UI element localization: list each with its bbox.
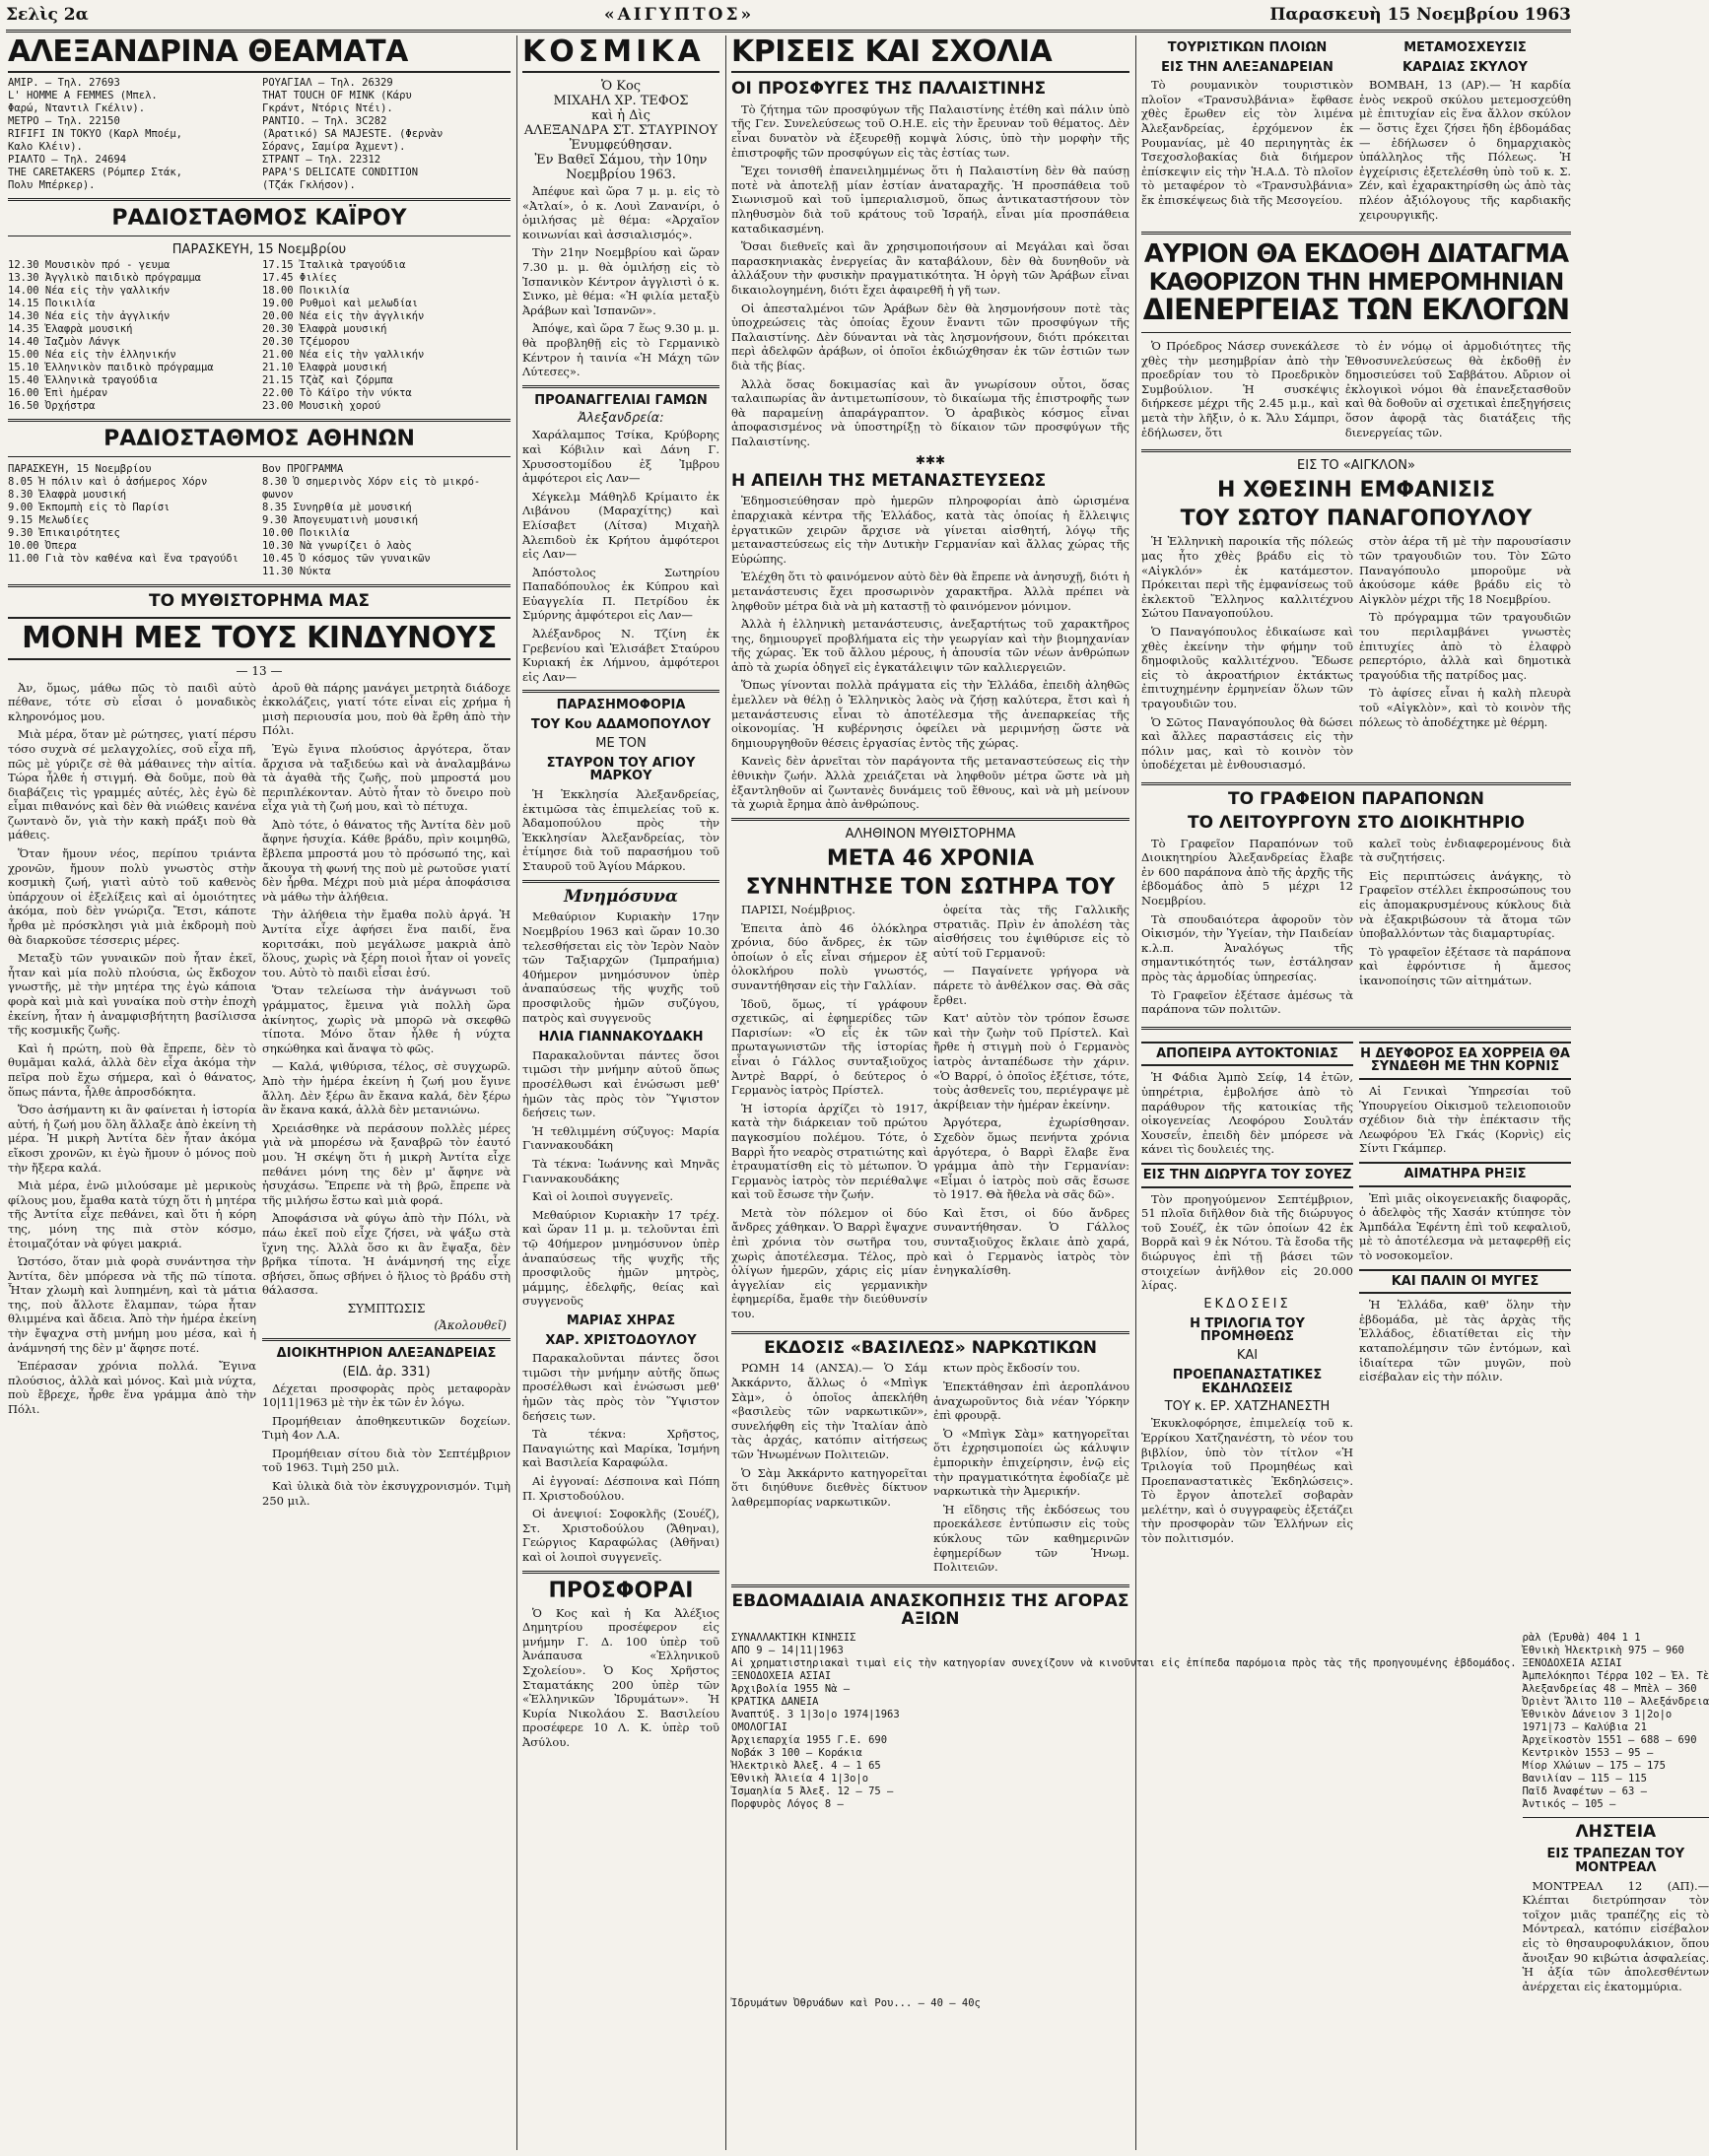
- cinema-line: Φαρώ, Νταντιλ Γκέλιν).: [8, 102, 146, 114]
- corniche-title: Η ΔΕΥΦΟΡΟΣ ΕΑ ΧΟΡΡΕΙΑ ΘΑ ΣΥΝΔΕΘΗ ΜΕ ΤΗΝ ΚΟΡΝΙΣ: [1359, 1042, 1571, 1080]
- aiglon-paragraph: στὸν ἀέρα τῆ μὲ τὴν παρουσίασιν τῶν τραγουδιῶν του. Τὸν Σῶτο Παναγόπουλο μποροῦμε νὰ ἀκούσομε κάθε βράδυ εἰς τὸ Αἰγκλὸν μέχρι τῆς 18 Νοεμβρίου.: [1359, 534, 1571, 606]
- prometheus-text: Ἐκυκλοφόρησε, ἐπιμελείᾳ τοῦ κ. Ἐρρίκου Χατζηανέστη, τὸ νέον του βιβλίον, ὑπὸ τὸν τίτλον «Ἡ Τριλογία τοῦ Προμηθέως καὶ Προεπαναστατικὲς Ἐκδηλώσεις». Τὸ ἔργον ἀποτελεῖ σοβαρὰν μελέτην, καὶ ὁ συγγραφεὺς ἐξετάζει τὴν προσφορὰν τῶν Ἑλλήνων εἰς τὸν πολιτισμόν.: [1141, 1416, 1353, 1546]
- drugs-body: [731, 1361, 1129, 1578]
- story-paragraph: ΠΑΡΙΣΙ, Νοέμβριος.: [741, 903, 855, 916]
- transplant-title-b: ΚΑΡΔΙΑΣ ΣΚΥΛΟΥ: [1402, 59, 1528, 75]
- cinema-list-right: [262, 77, 511, 192]
- market-line: ΞΕΝΟΔΟΧΕΙΑ ΑΣΙΑΙ: [1522, 1657, 1622, 1670]
- true-story-body: [731, 903, 1129, 1325]
- radio-program-line: 11.00 Γιὰ τὸν καθένα καὶ ἕνα τραγούδι: [8, 553, 239, 566]
- radio-athens-program: Βον ΠΡΟΓΡΑΜΜΑ: [262, 463, 344, 476]
- issue-date: Παρασκευὴ 15 Νοεμβρίου 1963: [1269, 5, 1571, 25]
- section-title-commentary: ΚΡΙΣΕΙΣ ΚΑΙ ΣΧΟΛΙΑ: [731, 35, 1129, 73]
- decoration-title-d: ΣΤΑΥΡΟΝ ΤΟΥ ΑΓΙΟΥ ΜΑΡΚΟΥ: [546, 755, 696, 784]
- article-emigration-title: Η ΑΠΕΙΛΗ ΤΗΣ ΜΕΤΑΝΑΣΤΕΥΣΕΩΣ: [731, 470, 1047, 491]
- market-line: ΣΥΝΑΛΛΑΚΤΙΚΗ ΚΙΝΗΣΙΣ: [731, 1632, 856, 1645]
- cinema-line: Πολυ Μπέρκερ).: [8, 179, 96, 191]
- radio-athens-schedule: [8, 476, 511, 578]
- radio-program-line: 14.35 Ἑλαφρὰ μουσική: [8, 323, 133, 336]
- market-line: ρὰλ (Ἐρυθὰ) 404 1 1: [1522, 1632, 1641, 1645]
- radio-program-line: 8.30 Ὁ σημερινὸς Χόρν εἰς τὸ μικρό-: [262, 476, 481, 489]
- newspaper-name: «ΑΙΓΥΠΤΟΣ»: [603, 5, 755, 25]
- market-line: ΚΡΑΤΙΚΑ ΔΑΝΕΙΑ: [731, 1696, 819, 1709]
- decoration-title-b: ΤΟΥ Κου ΑΔΑΜΟΠΟΥΛΟΥ: [530, 717, 712, 733]
- radio-program-line: 17.15 Ἰταλικὰ τραγούδια: [262, 259, 406, 272]
- article-emigration-body: [731, 494, 1129, 811]
- market-line: ΑΠΟ 9 — 14|11|1963: [731, 1645, 844, 1657]
- novel-paragraph: Χρειάσθηκε νὰ περάσουν πολλὲς μέρες γιὰ νὰ μπορέσω νὰ ξαναβρῶ τὸν ἑαυτό μου. Ἡ σκέψη ὅτι ἡ μικρὴ Ἀντίτα εἶχε πεθάνει μόνη της δὲν μ' ἄφηνε νὰ ἡσυχάσω. Ἔπρεπε νὰ τὴ βρῶ, ἔπρεπε νὰ τῆς μιλήσω ἔστω καὶ μιὰ φορά.: [262, 1120, 511, 1207]
- admin-notice-item: Δέχεται προσφορὰς πρὸς μεταφορὰν 10|11|1963 μὲ τὴν ἐκ τῶν ἐν λόγω.: [262, 1381, 511, 1410]
- market-line: ΟΜΟΛΟΓΙΑΙ: [731, 1721, 787, 1734]
- flies-text: Ἡ Ἐλλάδα, καθ' ὅλην τὴν ἑβδομάδα, μὲ τὰς ἀρχὰς τῆς Ἑλλάδος, ἐδιατίθεται εἰς τὴν καταπολέμησιν τῶν ἐντόμων, καὶ ἰδιαίτερα τῶν μυγῶν, ποὺ εἰσέβαλαν εἰς τὴν πόλιν.: [1359, 1298, 1571, 1384]
- admin-notice-item: Καὶ ὑλικὰ διὰ τὸν ἐκσυγχρονισμόν. Τιμὴ 250 μιλ.: [262, 1479, 511, 1508]
- radio-program-line: 20.30 Ἑλαφρὰ μουσική: [262, 323, 387, 336]
- tourism-brief: [1141, 35, 1353, 226]
- radio-cairo-left: [8, 259, 256, 413]
- engagement-line: Ἐνυμφεύθησαν.: [569, 138, 673, 153]
- novel-paragraph: Ὅσο ἀσήμαντη κι ἂν φαίνεται ἡ ἱστορία αὐτή, ἡ ζωή μου ὅλη ἄλλαξε ἀπὸ ἐκείνη τὴ μέρα. Ἡ μικρὴ Ἀντίτα δὲν ἦταν ἀκόμα εἴκοσι χρονῶν, κι ἐγὼ ἤμουν ὁ μόνος ποὺ τὴν ἤξερα καλά.: [8, 1103, 256, 1175]
- weddings-sub: Ἀλεξανδρεία:: [578, 411, 664, 427]
- market-line: Ἐθνικὴ Ἠλεκτρικὴ 975 — 960: [1522, 1645, 1684, 1657]
- complaints-paragraph: Τὰ σπουδαιότερα ἀφοροῦν τὸν Οἰκισμόν, τὴν Ὑγείαν, τὴν Παιδείαν κ.λ.π. Ἀναλόγως τῆς σημαντικότητός των, ἐστάλησαν πρὸς τὰς ἁρμοδίας ὑπηρεσίας.: [1141, 911, 1353, 983]
- radio-program-line: 14.30 Νέα εἰς τὴν ἀγγλικήν: [8, 310, 171, 323]
- market-line: Μίορ Χλώιων — 175 — 175: [1522, 1760, 1666, 1773]
- radio-athens-date: ΠΑΡΑΣΚΕΥΗ, 15 Νοεμβρίου: [8, 463, 152, 476]
- radio-program-line: 14.00 Νέα εἰς τὴν γαλλικήν: [8, 285, 171, 298]
- cinema-line: ΡΙΑΛΤΟ — Τηλ. 24694: [8, 154, 127, 166]
- cinema-line: THE CARETAKERS (Ρόμπερ Στάκ,: [8, 167, 183, 178]
- society-paragraph: Τὴν 21ην Νοεμβρίου καὶ ὥραν 7.30 μ. μ. θὰ ὁμιλήσῃ εἰς τὸ Ἰσπανικὸν Κέντρον ἀγγλιστὶ ὁ κ. Σινκο, μὲ θέμα: «Ἡ φιλία μεταξὺ Ἀράβων καὶ Ἰσπανῶν».: [522, 245, 719, 317]
- memorial-2-name-a: ΜΑΡΙΑΣ ΧΗΡΑΣ: [566, 1313, 676, 1328]
- wedding-item: Χέγκελμ Μάθηλδ Κρίμαιτο ἐκ Λιβάνου (Μαραχίτης) καὶ Ελίσαβετ (Λίτσα) Μιχαὴλ Ἀλεπιδοὺ ἐκ Κρήτου ἀμφότεροι εἰς Λαν—: [522, 489, 719, 562]
- aiglon-body: [1141, 534, 1571, 776]
- novel-label: ΤΟ ΜΥΘΙΣΤΟΡΗΜΑ ΜΑΣ: [149, 591, 370, 612]
- cinema-line: PAPA'S DELICATE CONDITION: [262, 167, 419, 178]
- weddings-title: ΠΡΟΑΝΑΓΓΕΛΙΑΙ ΓΑΜΩΝ: [534, 392, 708, 408]
- market-line: Κεντρικὸν 1553 — 95 —: [1522, 1747, 1654, 1760]
- market-line: Ἀρχεϊκοστὸν 1551 — 688 — 690: [1522, 1734, 1697, 1747]
- cinema-line: (Τζάκ Γκλήσον).: [262, 179, 356, 191]
- radio-program-line: 10.45 Ὁ κόσμος τῶν γυναικῶν: [262, 553, 431, 566]
- heist-title: ΛΗΣΤΕΙΑ: [1575, 1822, 1657, 1843]
- tourism-title-a: ΤΟΥΡΙΣΤΙΚΩΝ ΠΛΟΙΩΝ: [1167, 40, 1328, 55]
- aiglon-left: [1141, 534, 1353, 776]
- novel-paragraph: Ὅταν τελείωσα τὴν ἀνάγνωσι τοῦ γράμματος, ἔμεινα γιὰ πολλὴ ὥρα ἀκίνητος, χωρὶς νὰ μπορῶ νὰ σκεφθῶ τίποτα. Μόνο ὅταν ἦλθε ἡ νύχτα σηκώθηκα καὶ ἄναψα τὸ φῶς.: [262, 983, 511, 1055]
- memorial-paragraph: Μεθαύριον Κυριακὴν 17 τρέχ. καὶ ὥραν 11 μ. μ. τελοῦνται ἐπὶ τῷ 40ήμερον μνημόσυνον ὑπὲρ ἀναπαύσεως τῆς ψυχῆς τῆς προσφιλοῦς ἡμῶν μητρὸς, μάμμης, ἐδελφῆς, θείας καὶ συγγενοῦς: [522, 1207, 719, 1309]
- flies-title: ΚΑΙ ΠΑΛΙΝ ΟΙ ΜΥΓΕΣ: [1359, 1269, 1571, 1295]
- radio-program-line: 9.30 Ἀπογευματινὴ μουσική: [262, 514, 419, 527]
- radio-program-line: 10.00 Ποικιλία: [262, 527, 350, 540]
- suicide-title: ΑΠΟΠΕΙΡΑ ΑΥΤΟΚΤΟΝΙΑΣ: [1141, 1042, 1353, 1067]
- radio-program-line: 14.40 Ἰαζμὸν Λάνγκ: [8, 336, 120, 349]
- aiglon-paragraph: Ὁ Σῶτος Παναγόπουλος θὰ δώσει καὶ ἄλλες παραστάσεις εἰς τὴν πόλιν μας, καὶ τὸ κοινὸν τὸν ὑποδέχεται μὲ ἐνθουσιασμό.: [1141, 714, 1353, 773]
- radio-program-line: 10.00 Ὀπερα: [8, 540, 77, 553]
- novel-subhead: ΣΥΜΠΤΩΣΙΣ: [347, 1301, 426, 1315]
- radio-cairo-title: ΡΑΔΙΟΣΤΑΘΜΟΣ ΚΑΪΡΟΥ: [111, 206, 407, 231]
- admin-notice-title: ΔΙΟΙΚΗΤΗΡΙΟΝ ΑΛΕΞΑΝΔΡΕΙΑΣ: [276, 1345, 497, 1361]
- market-line: Ἀμπελόκηποι Τέρρα 102 — Ἐλ. Τὲ: [1522, 1670, 1709, 1683]
- prometheus-title-c: ΠΡΟΕΠΑΝΑΣΤΑΤΙΚΕΣ ΕΚΔΗΛΩΣΕΙΣ: [1172, 1368, 1323, 1396]
- cinema-line: Καλο Κλέιν).: [8, 141, 83, 153]
- drugs-paragraph: Ὁ «Μπὶγκ Σὰμ» κατηγορεῖται ὅτι ἐχρησιμοποίει ὡς κάλυψιν ἐμπορικὴν ἐπιχείρησιν, ἐνῷ εἰς τὴν πραγματικότητα ἐφοδίαζε μὲ ναρκωτικὰ τὴν Ἀμερικήν.: [933, 1426, 1129, 1499]
- aiglon-paragraph: Τὸ πρόγραμμα τῶν τραγουδιῶν του περιλαμβάνει γνωστὲς ἐπιτυχίες ἀπὸ τὸ ἐλαφρὸ ρεπερτόριο, ἀλλὰ καὶ δημοτικὰ τραγούδια τῆς πατρίδος μας.: [1359, 610, 1571, 682]
- novel-paragraph: — Καλά, ψιθύρισα, τέλος, σὲ συγχωρῶ. Ἀπὸ τὴν ἡμέρα ἐκείνη ἡ ζωή μου ἔγινε ἄλλη. Δὲν ξέρω ἂν ἔκανα καλά, δὲν ξέρω ἂν ἔκανα κακά, ἀλλὰ δὲν μετανιώνω.: [262, 1059, 511, 1117]
- radio-program-line: 20.00 Νέα εἰς τὴν ἀγγλικήν: [262, 310, 425, 323]
- lower-briefs: [1141, 1036, 1571, 1550]
- market-line: Νοβάκ 3 100 — Κοράκια: [731, 1747, 862, 1760]
- market-line: Ἐθνικὴ Ἁλιεία 4 1|3ο|ο: [731, 1773, 869, 1785]
- novel-paragraph: Ὡστόσο, ὅταν μιὰ φορὰ συνάντησα τὴν Ἀντίτα, δὲν μπόρεσα νὰ τῆς πῶ τίποτα. Ἦταν χλωμὴ καὶ λυπημένη, καὶ τὰ μάτια της, ποὺ ἄλλοτε ἔλαμπαν, τώρα ἦταν θλιμμένα καὶ ἄδεια. Ἀπὸ τὴν ἡμέρα ἐκείνη τὴν ἔψαχνα στὴ μνήμη μου μέσα, καὶ ἡ ἀνάμνησή της δὲν μ' ἄφησε ποτέ.: [8, 1254, 256, 1355]
- complaints-paragraph: Εἰς περιπτώσεις ἀνάγκης, τὸ Γραφεῖον στέλλει ἐκπροσώπους του εἰς ἀπομακρυσμένους κύκλους διὰ νὰ ἐξακριβώσουν τὰ ἄτομα τῶν ὑποβαλλόντων τὰς διαμαρτυρίας.: [1359, 868, 1571, 941]
- radio-program-line: 10.30 Νὰ γνωρίζει ὁ λαὸς: [262, 540, 412, 553]
- cinema-line: ΣΤΡΑΝΤ — Τηλ. 22312: [262, 154, 381, 166]
- novel-paragraph: Ἀπὸ τότε, ὁ θάνατος τῆς Ἀντίτα δὲν μοῦ ἄφηνε ἡσυχία. Κάθε βράδυ, πρὶν κοιμηθῶ, ἔβλεπα μπροστά μου τὸ πρόσωπό της, καὶ ἄκουγα τὴ φωνή της ποὺ μὲ ρωτοῦσε γιατί δὲν ἦρθα. Μέχρι ποὺ μιὰ μέρα ἀποφάσισα νὰ μάθω τὴν ἀλήθεια.: [262, 817, 511, 904]
- offers-text: Ὁ Κος καὶ ἡ Κα Ἀλέξιος Δημητρίου προσέφερον εἰς μνήμην Γ. Δ. 100 ὑπὲρ τοῦ Ἀνάπαυσα «Ἑλληνικοῦ Σχολείου». Ὁ Κος Χρῆστος Σταματάκης 200 ὑπὲρ τῶν «Ἐλληνικῶν Ἰδρυμάτων». Ἡ Κυρία Νικολάου Σ. Βασιλείου προσέφερε 10 Λ. Κ. ὑπὲρ τοῦ Ἀσύλου.: [522, 1605, 719, 1749]
- novel-paragraph: Μιὰ μέρα, ὅταν μὲ ρώτησες, γιατί πέρσυ τόσο συχνὰ σέ μελαγχολίες, σοῦ εἶχα πῆ, πῶς μὲ γύριζε σὲ θὰ μάθαινες τὴν αἰτία. Τώρα ἦλθε ἡ στιγμή. Θὰ δοῦμε, ποὺ θὰ διαβάζεις τὶς γραμμές αὐτές, λὲς ἐγὼ δὲ εἶμαι πιθανόνς καὶ δὲν θὰ νιώθεις κανένα ζωντανὸ ὄν, γιὰ τὴν κακὴ πράξι ποὺ θὰ μάθεις.: [8, 727, 256, 842]
- cinema-line: RIFIFI IN TOKYO (Καρλ Μποέμ,: [8, 128, 183, 140]
- drugs-right: [933, 1361, 1129, 1578]
- aiglon-right: [1359, 534, 1571, 776]
- divider-stars: ✱✱✱: [915, 452, 946, 467]
- true-story-label: ΑΛΗΘΙΝΟΝ ΜΥΘΙΣΤΟΡΗΜΑ: [845, 826, 1016, 842]
- admin-notice-item: Προμήθειαν σίτου διὰ τὸν Σεπτέμβριον τοῦ 1963. Τιμὴ 250 μιλ.: [262, 1446, 511, 1475]
- complaints-title-b: ΤΟ ΛΕΙΤΟΥΡΓΟΥΝ ΣΤΟ ΔΙΟΙΚΗΤΗΡΙΟ: [1188, 812, 1525, 833]
- canal-title: ΕΙΣ ΤΗΝ ΔΙΩΡΥΓΑ ΤΟΥ ΣΟΥΕΖ: [1141, 1163, 1353, 1188]
- canal-text: Τὸν προηγούμενον Σεπτέμβριον, 51 πλοῖα διῆλθον διὰ τῆς διώρυγος τοῦ Σουέζ, ἐκ τῶν ὁποίων 42 ἐκ Βορρᾶ καὶ 9 ἐκ Νότου. Τὰ ἔσοδα τῆς διώρυγος ἐπὶ τῇ βάσει τῶν στοιχείων ἀνῆλθον εἰς 20.000 λίρας.: [1141, 1191, 1353, 1293]
- top-briefs: [1141, 35, 1571, 226]
- drugs-title: ΕΚΔΟΣΙΣ «ΒΑΣΙΛΕΩΣ» ΝΑΡΚΩΤΙΚΩΝ: [764, 1337, 1097, 1358]
- story-paragraph: Ἡ ἱστορία ἀρχίζει τὸ 1917, κατὰ τὴν διάρκειαν τοῦ πρώτου παγκοσμίου πολέμου. Τότε, ὁ Βαρρὶ ἦτο νεαρὸς στρατιώτης καὶ ἐτραυματίσθη εἰς τὸ μέτωπον. Ὁ Γερμανὸς ἰατρὸς τὸν περιέθαλψε καὶ τοῦ ἔσωσε τὴν ζωήν.: [731, 1101, 927, 1202]
- radio-program-line: 12.30 Μουσικὸν πρό - γευμα: [8, 259, 171, 272]
- radio-cairo-right: [262, 259, 511, 413]
- radio-program-line: 9.15 Μελωδίες: [8, 514, 90, 527]
- memorial-1-text: [522, 910, 719, 1025]
- heist-sub: ΕΙΣ ΤΡΑΠΕΖΑΝ ΤΟΥ ΜΟΝΤΡΕΑΛ: [1546, 1847, 1685, 1875]
- article-paragraph: Ἐλέχθη ὅτι τὸ φαινόμενον αὐτὸ δὲν θὰ ἔπρεπε νὰ ἀνησυχῇ, διότι ἡ μετανάστευσις ἔχει προσωρινὸν χαρακτῆρα. Ἀλλὰ πρέπει νὰ ληφθοῦν μέτρα διὰ νὰ μὴ καταστῇ τὸ φαινόμενον μόνιμον.: [731, 570, 1129, 613]
- market-line: Ἀντικός — 105 —: [1522, 1798, 1616, 1811]
- transplant-text: ΒΟΜΒΑΗ, 13 (ΑΡ).— Ἡ καρδία ἑνὸς νεκροῦ σκύλου μετεμοσχεύθη μὲ ἐπιτυχίαν εἰς ἕνα ἄλλον σκύλον — ὅστις ἔχει ζήσει ἤδη ἑβδομάδας — ἐδήλωσεν ὁ δημαρχιακὸς ὑπάλληλος τῆς Πόλεως. Ἡ ἐγχείρισις ἐξετελέσθη ὑπὸ τοῦ κ. Σ. Ζέν, καὶ ἐχαρακτηρίσθη ὡς ἀπὸ τὰς πλέον ἀξιόλογους τῆς καρδιακῆς χειρουργικῆς.: [1359, 78, 1571, 222]
- radio-program-line: 15.40 Ἑλληνικὰ τραγούδια: [8, 374, 158, 387]
- drugs-paragraph: Ἐπεκτάθησαν ἐπὶ ἀεροπλάνου ἀναχωροῦντος διὰ νέαν Ὑόρκην ἐπὶ φρουρᾷ.: [933, 1380, 1129, 1423]
- article-paragraph: Οἱ ἀπεσταλμένοι τῶν Ἀράβων δὲν θὰ λησμονήσουν ποτὲ τὰς ὑποχρεώσεις τὰς ὁποίας ἔχουν ἔναντι τῶν προσφύγων τῆς Παλαιστίνης. Δὲν δύνανται νὰ τὰς λησμονήσουν, διότι πρόκειται περὶ ἀδελφῶν ἀράβων, οἱ ὁποῖοι ἐκδιώχθησαν ἐκ τῶν ἑστιῶν των διὰ τῆς βίας.: [731, 301, 1129, 372]
- true-story-right: [933, 903, 1129, 1325]
- market-line: Ὀριὲντ Ἄλιτο 110 — Ἀλεξάνδρεια: [1522, 1696, 1709, 1709]
- story-paragraph: ὀφείτα τὰς τῆς Γαλλικῆς στρατιᾶς. Πρὶν ἐν ἀπολέση τὰς αἰσθήσεις του ἐψιθύρισε εἰς τὸ αὐτί τοῦ Γερμανοῦ:: [933, 903, 1129, 960]
- section-title-society: ΚΟΣΜΙΚΑ: [522, 35, 719, 73]
- aiglon-paragraph: Τὸ ἀφίσες εἶναι ἡ καλὴ πλευρὰ τοῦ «Αἰγκλὸν», καὶ τὸ κοινὸν τῆς πόλεως τὸ ἀποδέχτηκε μὲ θέρμη.: [1359, 686, 1571, 729]
- radio-program-line: 11.30 Νύκτα: [262, 566, 331, 578]
- suicide-text: Ἡ Φάδια Ἀμπὸ Σείφ, 14 ἐτῶν, ὑπηρέτρια, ἐμβολήσε ἀπὸ τὸ παράθυρον τῆς κατοικίας τῆς οἰκογενείας Λεοφόρου Σουλτάν Χουσεΐν, ἐπειδὴ δὲν μπόρεσε νὰ κάνει τὶς δουλειές της.: [1141, 1070, 1353, 1157]
- radio-program-line: 15.10 Ἑλληνικὸν παιδικὸ πρόγραμμα: [8, 362, 214, 374]
- complaints-title-a: ΤΟ ΓΡΑΦΕΙΟΝ ΠΑΡΑΠΟΝΩΝ: [1228, 788, 1484, 809]
- article-paragraph: Ὅσαι διεθνεῖς καὶ ἂν χρησιμοποιήσουν αἱ Μεγάλαι καὶ ὅσαι παρασκηνιακὰς ἐνεργείας ἂν καταβάλουν, δὲν θὰ δυνηθοῦν νὰ ἀλλάξουν τὴν φυσικὴν πραγματικότητα. Ἡ ὀργὴ τῶν Ἀράβων εἶναι δικαιολογημένη, διότι ἔχει ἀφαιρεθῆ ἡ γῆ των.: [731, 239, 1129, 297]
- novel-paragraph: Καὶ ἡ πρώτη, ποὺ θὰ ἔπρεπε, δὲν τὸ θυμᾶμαι καλά, ἀλλὰ δὲν εἶχα ἀκόμα τὴν πεῖρα ποὺ ἔχω σήμερα, καὶ ὁ θάνατος, ὅπως πάντα, ἦλθε ἀπροσδόκητα.: [8, 1041, 256, 1099]
- engagement-line: Ὁ Κος: [600, 79, 642, 94]
- cinema-line: Σόρανς, Σαμίρα Άχμεντ).: [262, 141, 406, 153]
- wedding-list: [522, 428, 719, 684]
- heist-text: ΜΟΝΤΡΕΑΛ 12 (ΑΠ).— Κλέπται διετρύπησαν τὸν τοῖχον μιᾶς τραπέζης εἰς τὸ Μόντρεαλ, κατόπιν εἰσέβαλον εἰς τὸ θησαυροφυλάκιον, ὅπου ἄνοιξαν 90 κιβώτια ἀσφαλείας. Ἡ ἀξία τῶν ἀπολεσθέντων ἀνέρχεται εἰς ἑκατομμύρια.: [1522, 1878, 1709, 1993]
- radio-program-line: 18.00 Ποικιλία: [262, 285, 350, 298]
- complaints-right: [1359, 837, 1571, 1021]
- novel-title: ΜΟΝΗ ΜΕΣ ΤΟΥΣ ΚΙΝΔΥΝΟΥΣ: [8, 617, 511, 660]
- novel-continued: (Ἀκολουθεῖ): [434, 1317, 507, 1332]
- radio-program-line: 14.15 Ποικιλία: [8, 298, 96, 310]
- radio-program-line: 19.00 Ρυθμοὶ καὶ μελωδίαι: [262, 298, 419, 310]
- radio-program-line: 21.10 Ἑλαφρὰ μουσική: [262, 362, 387, 374]
- article-paragraph: Ἐδημοσιεύθησαν πρὸ ἡμερῶν πληροφορίαι ἀπὸ ὡρισμένα ἐπαρχιακὰ κέντρα τῆς Ἑλλάδος, κατὰ τὰς ὁποίας ἡ ἔλλειψις ἐργατικῶν χειρῶν ἄρχισε νὰ γίνεται αἰσθητή, λόγῳ τῆς μεταναστεύσεως εἰς τὴν Δυτικὴν Γερμανίαν καὶ ἄλλας χώρας τῆς Εὐρώπης.: [731, 494, 1129, 566]
- engagement-line: ΜΙΧΑΗΛ ΧΡ. ΤΕΦΟΣ: [553, 94, 689, 108]
- radio-program-line: 8.35 Συνηρθία μὲ μουσική: [262, 502, 412, 514]
- section-title-theaters: ΑΛΕΞΑΝΔΡΙΝΑ ΘΕΑΜΑΤΑ: [8, 35, 511, 73]
- memorials-title: Μνημόσυνα: [564, 886, 678, 907]
- drugs-paragraph: κτων πρὸς ἔκδοσίν του.: [943, 1361, 1081, 1376]
- market-line: Παῖδ Ἀναφέτων — 63 —: [1522, 1785, 1647, 1798]
- decoration-title-c: ΜΕ ΤΟΝ: [595, 735, 647, 751]
- radio-program-line: 8.05 Ἡ πόλιν καὶ ὁ ἀσήμερος Χόρν: [8, 476, 208, 489]
- memorial-paragraph: Καὶ οἱ λοιποὶ συγγενεῖς.: [532, 1189, 674, 1204]
- market-line: Ἐθνικὸν Δάνειον 3 1|2ο|ο: [1522, 1709, 1673, 1721]
- story-paragraph: — Παγαίνετε γρήγορα νὰ πάρετε τὸ ἀνθέλκον σας. Θὰ σᾶς ἔρθει.: [933, 964, 1129, 1007]
- radio-program-line: 21.00 Νέα εἰς τὴν γαλλικήν: [262, 349, 425, 362]
- decoration-title-a: ΠΑΡΑΣΗΜΟΦΟΡΙΑ: [556, 698, 686, 713]
- blood-text: Ἐπὶ μιᾶς οἰκογενειακῆς διαφορᾶς, ὁ ἀδελφὸς τῆς Χασάν κτύπησε τὸν Ἀμπδάλα Ἐφέντη ἐπὶ τοῦ κεφαλιοῦ, μὲ τὸ ἀποτέλεσμα νὰ μεταφερθῇ εἰς τὸ νοσοκομεῖον.: [1359, 1190, 1571, 1263]
- memorial-1-name: ΗΛΙΑ ΓΙΑΝΝΑΚΟΥΔΑΚΗ: [538, 1030, 704, 1045]
- drugs-paragraph: ΡΩΜΗ 14 (ΑΝΣΑ).— Ὁ Σάμ Ἀκκάρντο, ἄλλως ὁ «Μπὶγκ Σὰμ», ὁ ὁποῖος ἀπεκλήθη «βασιλεὺς τῶν ναρκωτικῶν», συνελήφθη εἰς τὴν Ἰταλίαν ἀπὸ τὰς ἀρχάς, κατόπιν αἰτήσεως τῶν Ἡνωμένων Πολιτειῶν.: [731, 1361, 927, 1462]
- memorial-paragraph: Παρακαλοῦνται πάντες ὅσοι τιμῶσι τὴν μνήμην αὐτῆς ὅπως προσέλθωσι καὶ ἑνώσωσι μεθ' ἡμῶν τὰς πρὸς τὸν Ὕψιστον δεήσεις των.: [522, 1351, 719, 1423]
- novel-column-right: [262, 681, 511, 1513]
- prometheus-title-b: ΚΑΙ: [1236, 1348, 1259, 1364]
- radio-program-line: 17.45 Φιλίες: [262, 272, 337, 285]
- radio-athens-right: [262, 476, 511, 578]
- column-rule: [725, 35, 726, 2150]
- radio-program-line: φωνον: [262, 489, 294, 502]
- cinema-line: Γκράντ, Ντόρις Ντέι).: [262, 102, 393, 114]
- blood-title: ΑΙΜΑΤΗΡΑ ΡΗΞΙΣ: [1359, 1162, 1571, 1187]
- memorial-paragraph: Οἱ ἀνεψιοί: Σοφοκλῆς (Σουέζ), Στ. Χριστοδούλου (Ἄθηναι), Γεώργιος Καραφώλας (Ἀθῆναι) καὶ οἱ λοιποὶ συγγενεῖς.: [522, 1507, 719, 1564]
- radio-program-line: 23.00 Μουσικὴ χορού: [262, 400, 381, 413]
- market-line: Βανιλίαν — 115 — 115: [1522, 1773, 1647, 1785]
- article-refugees-body: [731, 102, 1129, 449]
- novel-column-left: [8, 681, 256, 1513]
- headline-text-left: Ὁ Πρόεδρος Νάσερ συνεκάλεσε χθὲς τὴν μεσημβρίαν ἀπὸ τὴν προεδρίαν του τὸ Προεδρικὸν Συμβούλιον. Ἡ συσκέψις διήρκεσε μέχρι τῆς 2.45 μ.μ., καὶ μετὰ τὴν λῆξιν, ὁ κ. Ἄλυ Σάμπρι, ἐδήλωσεν, ὅτι: [1141, 339, 1339, 439]
- memorial-paragraph: Αἱ ἐγγοναί: Δέσποινα καὶ Πόπη Π. Χριστοδούλου.: [522, 1473, 719, 1503]
- society-paragraph: Ἀπέφυε καὶ ὥρα 7 μ. μ. εἰς τὸ «Ἀτλαί», ὁ κ. Λουὶ Ζανανίρι, ὁ ὁμιλήσας μὲ θέμα: «Ἀρχαῖον κοινωνίαι καὶ ἀσσιαλισμός».: [522, 184, 719, 241]
- cinema-line: ΜΕΤΡΟ — Τηλ. 22150: [8, 115, 120, 127]
- cinema-line: THAT TOUCH OF MINK (Κάρυ: [262, 90, 412, 101]
- drugs-paragraph: Ἡ εἴδησις τῆς ἐκδόσεως του προεκάλεσε ἐντύπωσιν εἰς τοὺς κύκλους τῶν καθημερινῶν ἐφημερίδων τῶν Ἡνωμ. Πολιτειῶν.: [933, 1502, 1129, 1575]
- article-paragraph: Ἀλλὰ ἡ ἑλληνικὴ μετανάστευσις, ἀνεξαρτήτως τοῦ χαρακτῆρος της, δημιουργεῖ προβλήματα εἰς τὴν γεωργίαν καὶ τὴν βιομηχανίαν τῆς χώρας. Ἐκ τοῦ ἄλλου μέρους, ἡ ἀπουσία τῶν νέων ἀνθρώπων ἀπὸ τὰ χωρία ὁδηγεῖ εἰς ἐγκατάλειψιν τῶν καλλιεργειῶν.: [731, 617, 1129, 674]
- admin-notice-item: Προμήθειαν ἀποθηκευτικῶν δοχείων. Τιμὴ 4ον Λ.Α.: [262, 1413, 511, 1443]
- story-paragraph: Ἀργότερα, ἐχωρίσθησαν. Σχεδὸν ὅμως πενήντα χρόνια ἀργότερα, ὁ Βαρρὶ ἔλαβε ἕνα γράμμα ἀπὸ τὴν Γερμανίαν: «Εἶμαι ὁ ἰατρὸς ποὺ σᾶς ἔσωσε τὸ 1917. Θὰ ἤθελα νὰ σᾶς δῶ».: [933, 1115, 1129, 1202]
- decoration-text: Ἡ Ἐκκλησία Ἀλεξανδρείας, ἐκτιμῶσα τὰς ἐπιμελείας τοῦ κ. Ἀδαμοπούλου πρὸς τὴν Ἐκκλησίαν Ἀλεξανδρείας, τὸν ἐτίμησε διὰ τοῦ παρασήμου τοῦ Σταυροῦ τοῦ Ἁγίου Μάρκου.: [522, 787, 719, 873]
- article-paragraph: Ἔχει τονισθῆ ἐπανειλημμένως ὅτι ἡ Παλαιστίνη δὲν θὰ παύσῃ ποτὲ νὰ ἀποτελῇ μίαν ἐστίαν ἀναταραχῆς. Ἡ προσπάθεια τοῦ Σιωνισμοῦ καὶ τοῦ ἰμπεριαλισμοῦ, ὅπως ἀντικαταστήσουν τὸν πληθυσμὸν διὰ τοῦ κράτους τοῦ Ἰσραήλ, εἶναι μία προσπάθεια καταδικασμένη.: [731, 164, 1129, 236]
- drugs-paragraph: Ὁ Σὰμ Ἀκκάρντο κατηγορεῖται ὅτι διηύθυνε διεθνὲς δίκτυον λαθρεμπορίας ναρκωτικῶν.: [731, 1465, 927, 1509]
- article-paragraph: Τὸ ζήτημα τῶν προσφύγων τῆς Παλαιστίνης ἐτέθη καὶ πάλιν ὑπὸ τῆς Γεν. Συνελεύσεως τοῦ Ο.Η.Ε. εἰς τὴν ἔρευναν τοῦ θέματος. Δὲν εἶναι δυνατὸν νὰ ἐξευρεθῇ κομψὰ λύσις, ὑπὸ τὴν μορφὴν τῆς ἐπιστροφῆς τῶν προσφύγων εἰς τὰς ἑστίας των.: [731, 101, 1129, 160]
- aiglon-paragraph: Ὁ Παναγόπουλος ἐδικαίωσε καὶ χθὲς ἐκείνην τὴν φήμην τοῦ δημοφιλοῦς καλλιτέχνου. Ἔδωσε εἰς τὸ ἀκροατήριον ἐκτάκτως ἐπιτυχημένην ἑρμηνείαν ὅλων τῶν τραγουδιῶν του.: [1141, 625, 1353, 710]
- engagement-notice: [522, 79, 719, 182]
- radio-program-line: 16.00 Ἐπὶ ἡμέραν: [8, 387, 108, 400]
- aiglon-label: ΕΙΣ ΤΟ «ΑΙΓΚΛΟΝ»: [1297, 458, 1415, 474]
- wedding-item: Χαράλαμπος Τσίκα, Κρύβορης καὶ Κόβιλιν καὶ Δάνη Γ. Χρυσοστομίδου ἐξ Ἰμβρου ἀμφότεροι εἰς Λαν—: [522, 428, 719, 486]
- page-number: Σελὶς 2α: [6, 5, 89, 25]
- aiglon-title-a: Η ΧΘΕΣΙΝΗ ΕΜΦΑΝΙΣΙΣ: [1217, 478, 1495, 504]
- market-line: Ἰσμαηλία 5 Ἀλεξ. 12 — 75 —: [731, 1785, 894, 1798]
- headline-text-right: τὸ ἐν νόμῳ οἱ ἀρμοδιότητες τῆς Ἐθνοσυνελεύσεως θὰ ἐκδοθῇ ἐν δημοσιεύσει τοῦ Σαββάτου. Αὔριον οἱ ἐκλογικοὶ νόμοι θὰ ἐπανεξετασθοῦν καὶ θὰ δοθοῦν αἱ σχετικαὶ ἐπεξηγήσεις ὅσον ἀφορᾷ τὰς διατάξεις τῆς διενεργείας τῶν.: [1344, 339, 1571, 439]
- memorial-2-text: [522, 1048, 719, 1309]
- radio-athens-title: ΡΑΔΙΟΣΤΑΘΜΟΣ ΑΘΗΝΩΝ: [103, 427, 415, 452]
- memorial-paragraph: Παρακαλοῦνται πάντες ὅσοι τιμῶσι τὴν μνήμην αὐτοῦ ὅπως προσέλθωσι καὶ ἑνώσωσι μεθ' ἡμῶν τὰς πρὸς τὸν Ὕψιστον δεήσεις των.: [522, 1047, 719, 1120]
- drugs-left: [731, 1361, 927, 1578]
- wedding-item: Ἀπόστολος Σωτηρίου Παπαδόπουλος ἐκ Κύπρου καὶ Εὐαγγελία Π. Πετρίδου ἐκ Σμύρνης ἀμφότεροι εἰς Λαν—: [522, 565, 719, 623]
- novel-paragraph: ἀροῦ θὰ πάρης μανάγει μετρητὰ διάδοχε ἐκκολάζεις, γιατί τότε εἶναι εἰς χρήμα ἡ μισὴ περιουσία μου, ποὺ θὰ ἔρθη ἀπὸ τὴν Πόλι.: [262, 680, 511, 738]
- true-story-title-a: ΜΕΤΑ 46 ΧΡΟΝΙΑ: [826, 845, 1035, 871]
- novel-paragraph: Μιὰ μέρα, ἐνῶ μιλούσαμε μὲ μερικοὺς φίλους μου, ἔμαθα κατὰ τύχη ὅτι ἡ μητέρα τῆς Ἀντίτα εἶχε πεθάνει, καὶ ὅτι ἡ κόρη της, μόνη της πιὰ στὸν κόσμο, ἑτοιμαζόταν νὰ φύγει μακριά.: [8, 1179, 256, 1250]
- novel-body: [8, 681, 511, 1513]
- market-footer: Ἰδρυμάτων Ὀθρυάδων καὶ Ρου... — 40 — 40ς: [731, 1997, 981, 2010]
- lower-briefs-right: [1359, 1036, 1571, 1550]
- radio-program-line: 9.30 Ἐπικαιρότητες: [8, 527, 120, 540]
- main-headline-line: ΚΑΘΟΡΙΖΟΝ ΤΗΝ ΗΜΕΡΟΜΗΝΙΑΝ: [1148, 267, 1564, 296]
- novel-part: — 13 —: [236, 663, 283, 678]
- radio-athens-left: [8, 476, 256, 578]
- radio-program-line: 13.30 Ἀγγλικὸ παιδικὸ πρόγραμμα: [8, 272, 201, 285]
- market-line: ΞΕΝΟΔΟΧΕΙΑ ΑΣΙΑΙ: [731, 1670, 832, 1683]
- radio-program-line: 20.30 Τζέμορου: [262, 336, 350, 349]
- lower-briefs-left: [1141, 1036, 1353, 1550]
- complaints-paragraph: Τὸ Γραφεῖον Παραπόνων τοῦ Διοικητηρίου Ἀλεξανδρείας ἔλαβε ἐν 600 παράπονα ἀπὸ τῆς ἀρχῆς τῆς ἑβδομάδος ἀπὸ 5 μέχρι 12 Νοεμβρίου.: [1141, 836, 1353, 908]
- story-paragraph: Κατ' αὐτὸν τὸν τρόπον ἔσωσε καὶ τὴν ζωὴν τοῦ Πρίστελ. Καὶ ἤρθε ἡ στιγμὴ ποὺ ὁ Γερμανὸς ἰατρὸς ἀνταπέδωσε τὴν χάριν. «Ὁ Βαρρί, ὁ ὁποῖος ἐξέτισε, τότε, τοὺς ἀσθενεῖς του, περιέγραψε μὲ ἀκρίβειαν τὴν ἡμέραν ἐκείνην.: [933, 1011, 1129, 1112]
- aiglon-title-b: ΤΟΥ ΣΩΤΟΥ ΠΑΝΑΓΟΠΟΥΛΟΥ: [1180, 506, 1533, 532]
- memorial-2-name-b: ΧΑΡ. ΧΡΙΣΤΟΔΟΥΛΟΥ: [545, 1332, 697, 1348]
- memorial-paragraph: Τὰ τέκνα: Ἰωάννης καὶ Μηνᾶς Γιαννακουδάκης: [522, 1156, 719, 1185]
- radio-program-line: 22.00 Τὸ Κάϊρο τὴν νύκτα: [262, 387, 412, 400]
- true-story-title-b: ΣΥΝΗΝΤΗΣΕ ΤΟΝ ΣΩΤΗΡΑ ΤΟΥ: [745, 874, 1116, 900]
- market-line: Αἱ χρηματιστηριακαὶ τιμαὶ εἰς τὴν κατηγορίαν συνεχίζουν νὰ κινοῦνται εἰς ἐπίπεδα παρόμοια πρὸς τὰς τῆς προηγουμένης ἑβδομάδος.: [731, 1657, 1517, 1670]
- complaints-paragraph: Τὸ Γραφεῖον ἐξέτασε ἀμέσως τὰ παράπονα τῶν πολιτῶν.: [1141, 987, 1353, 1017]
- story-paragraph: Ἰδοῦ, ὅμως, τί γράφουν σχετικῶς, αἱ ἐφημερίδες τῶν Παρισίων: «Ὁ εἷς ἐκ τῶν πρωταγωνιστῶν τῆς ἱστορίας εἶναι ὁ Γάλλος συνταξιοῦχος Ἀντρὲ Βαρρί, ὁ δεύτερος ὁ Γερμανὸς ἰατρὸς Πρίστελ.: [731, 996, 927, 1098]
- memorial-paragraph: Ἡ τεθλιμμένη σύζυγος: Μαρία Γιαννακουδάκη: [522, 1123, 719, 1153]
- true-story-left: [731, 903, 927, 1325]
- radio-program-line: 9.00 Ἐκπομπὴ εἰς τὸ Παρίσι: [8, 502, 171, 514]
- story-paragraph: Μετὰ τὸν πόλεμον οἱ δύο ἄνδρες χάθηκαν. Ὁ Βαρρὶ ἔψαχνε ἐπὶ χρόνια τὸν σωτῆρα του, χωρὶς ἀποτέλεσμα. Τέλος, πρὸ ὀλίγων ἡμερῶν, χάρις εἰς μίαν ἀγγελίαν εἰς γερμανικὴν ἐφημερίδα, ἔμαθε τὴν διεύθυνσίν του.: [731, 1205, 927, 1321]
- article-paragraph: Κανεὶς δὲν ἀρνεῖται τὸν παράγοντα τῆς μεταναστεύσεως εἰς τὴν ἐθνικὴν ζωήν. Ἀλλὰ χρειάζεται νὰ ληφθοῦν μέτρα ὥστε νὰ μὴ ἐξαντληθοῦν αἱ ζωντανὲς δυνάμεις τοῦ ἔθνους, καὶ νὰ μὴ μείνουν τὰ χωριὰ ἔρημα ἀπὸ ἀνθρώπους.: [731, 754, 1129, 812]
- prometheus-author: ΤΟΥ κ. ΕΡ. ΧΑΤΖΗΑΝΕΣΤΗ: [1164, 1399, 1331, 1415]
- transplant-brief: [1359, 35, 1571, 226]
- cinema-listings: [8, 77, 511, 192]
- novel-paragraph: Ἀν, ὅμως, μάθω πῶς τὸ παιδὶ αὐτὸ πέθανε, τότε σὺ εἶσαι ὁ μοναδικὸς κληρονόμος μου.: [8, 680, 256, 723]
- publications-label: ΕΚΔΟΣΕΙΣ: [1203, 1296, 1291, 1312]
- cinema-list-left: [8, 77, 256, 192]
- radio-cairo-date: ΠΑΡΑΣΚΕΥΗ, 15 Νοεμβρίου: [171, 242, 347, 258]
- novel-paragraph: Ὅταν ἤμουν νέος, περίπου τριάντα χρονῶν, ἤμουν πολὺ γνωστὸς στὴν κοσμικὴ ζωή, γιατὶ αὐτὸ τοῦ καθενὸς ὑπάρχουν οἱ ἐξελίξεις καὶ αἱ ὁμοιότητες ἀκόμα, ποὺ δὲν γνώριζα. Ἔτσι, κάποτε ἦρθα μὲ πρόσκλησι γιὰ μιὰ ἐκδρομὴ ποὺ θὰ διαρκοῦσε τέσσερις μέρες.: [8, 846, 256, 947]
- article-paragraph: Ὅπως γίνονται πολλὰ πράγματα εἰς τὴν Ἑλλάδα, ἐπειδὴ ἀληθῶς ἐμελλεν νὰ θέλῃ ὁ Ἑλληνικὸς λαὸς νὰ ζήσῃ καλύτερα, ἔτσι καὶ ἡ μετανάστευσις εἶναι τὸ ἀποτέλεσμα τῆς ἀνεπαρκείας τῆς οἰκονομίας. Ἡ κυβέρνησις ὀφείλει νὰ μεριμνήσῃ ὥστε νὰ δημιουργηθοῦν θέσεις ἐργασίας ἐντὸς τῆς χώρας.: [731, 678, 1129, 750]
- market-line: Πορφυρὸς Λόγος 8 —: [731, 1798, 844, 1811]
- admin-notice-sub: (ΕΙΔ. ἀρ. 331): [342, 1364, 431, 1380]
- offers-title: ΠΡΟΣΦΟΡΑΙ: [548, 1578, 694, 1603]
- society-items: [522, 184, 719, 379]
- corniche-text: Αἱ Γενικαὶ Ὑπηρεσίαι τοῦ Ὑπουργείου Οἰκισμοῦ τελειοποιοῦν σχέδιον διὰ τὴν ἐπέκτασιν τῆς Λεωφόρου Ἐλ Γκάς (Κορνὶς) εἰς Σίντι Γκάμπερ.: [1359, 1084, 1571, 1156]
- radio-program-line: 15.00 Νέα εἰς τὴν ἑλληνικήν: [8, 349, 176, 362]
- story-paragraph: Καὶ ἔτσι, οἱ δύο ἄνδρες συναντήθησαν. Ὁ Γάλλος συνταξιοῦχος ἔκλαιε ἀπὸ χαρά, καὶ ὁ Γερμανὸς ἰατρὸς τὸν ἐνηγκαλίσθη.: [933, 1205, 1129, 1278]
- story-paragraph: Ἐπειτα ἀπὸ 46 ὁλόκληρα χρόνια, δύο ἄνδρες, ἐκ τῶν ὁποίων ὁ εἷς εἶναι σήμερον ἐξ ὁλοκλήρου πολὺ γνωστός, συναντήθησαν εἰς τὴν Γαλλίαν.: [731, 920, 927, 992]
- engagement-line: καὶ ἡ Δὶς: [591, 108, 650, 123]
- novel-paragraph: Ἀποφάσισα νὰ φύγω ἀπὸ τὴν Πόλι, νὰ πάω ἐκεῖ ποὺ εἶχε ζήσει, νὰ ψάξω στὰ ἴχνη της. Ἀλλὰ ὅσο κι ἂν ἔψαξα, δὲν βρῆκα τίποτα. Ἡ ἀνάμνησή της εἶχε σβήσει, ὅπως σβήνει ὁ ἥλιος τὸ βράδυ στὴ θάλασσα.: [262, 1211, 511, 1298]
- complaints-left: [1141, 837, 1353, 1021]
- complaints-paragraph: καλεῖ τοὺς ἐνδιαφερομένους διὰ τὰ συζητήσεις.: [1359, 836, 1571, 865]
- article-refugees-title: ΟΙ ΠΡΟΣΦΥΓΕΣ ΤΗΣ ΠΑΛΑΙΣΤΙΝΗΣ: [731, 79, 1047, 99]
- headline-body: [1141, 339, 1571, 443]
- main-headline-line: ΑΥΡΙΟΝ ΘΑ ΕΚΔΟΘΗ ΔΙΑΤΑΓΜΑ: [1143, 239, 1569, 270]
- radio-program-line: 21.15 Τζὰζ καὶ ζόρμπα: [262, 374, 393, 387]
- novel-paragraph: Τὴν ἀλήθεια τὴν ἔμαθα πολὺ ἀργά. Ἡ Ἀντίτα εἶχε ἀφήσει ἕνα παιδί, ἕνα κοριτσάκι, ποὺ μεγάλωσε μακριὰ ἀπὸ ὅλους, χωρὶς νὰ ξέρη ποιοὶ ἦταν οἱ γονεῖς του. Αὐτὸ τὸ παιδὶ εἶσαι ἐσύ.: [262, 908, 511, 979]
- radio-cairo-schedule: [8, 259, 511, 413]
- column-news: [1141, 35, 1571, 2150]
- article-paragraph: Ἀλλὰ ὅσας δοκιμασίας καὶ ἂν γνωρίσουν οὗτοι, ὅσας ταλαιπωρίας ἂν ἀντιμετωπίσουν, τὸ δικαίωμα τῆς ἐπιστροφῆς των θὰ παραμείνῃ ἀπαράγραπτον. Ὁ ἀραβικὸς κόσμος εἶναι ἀποφασισμένος νὰ ὑποστηρίξῃ τὸ δίκαιον τῶν προσφύγων τῆς Παλαιστίνης.: [731, 376, 1129, 448]
- admin-notice-items: [262, 1381, 511, 1509]
- main-headline: [1141, 240, 1571, 326]
- market-line: Ἀναπτύξ. 3 1|3ο|ο 1974|1963: [731, 1709, 900, 1721]
- engagement-line: Ἐν Βαθεῖ Σάμου, τὴν 10ην Νοεμβρίου 1963.: [534, 153, 708, 182]
- market-title: ΕΒΔΟΜΑΔΙΑΙΑ ΑΝΑΣΚΟΠΗΣΙΣ ΤΗΣ ΑΓΟΡΑΣ ΑΞΙΩΝ: [731, 1590, 1129, 1629]
- market-line: Ἀλεξανδρείας 48 — Μπὲλ — 360: [1522, 1683, 1697, 1696]
- market-line: Ἀρχιβολία 1955 Νὰ —: [731, 1683, 851, 1696]
- market-line: Ἀρχιεπαρχία 1955 Γ.Ε. 690: [731, 1734, 888, 1747]
- cinema-line: ΡΑΝΤΙΟ. — Τηλ. 3C282: [262, 115, 387, 127]
- market-body: [731, 1632, 1709, 1997]
- cinema-line: (Άρατικό) SA MAJESTE. (Φερνὰν: [262, 128, 444, 140]
- market-line: Ἠλεκτρικὸ Ἀλεξ. 4 — 1 65: [731, 1760, 881, 1773]
- society-paragraph: Ἀπόψε, καὶ ὥρα 7 ἕως 9.30 μ. μ. θὰ προβληθῇ εἰς τὸ Γερμανικὸ Κέντρον ἡ ταινία «Ἡ Μάχη τῶν Λύτεσες».: [522, 321, 719, 379]
- cinema-line: ΡΟΥΑΓΙΑΛ — Τηλ. 26329: [262, 77, 393, 89]
- tourism-text: Τὸ ρουμανικὸν τουριστικὸν πλοῖον «Τρανσυλβάνια» ἔφθασε χθὲς ἔρωθεν εἰς τὸν λιμένα Ἀλεξανδρείας, ἐρχόμενον ἐκ Ρουμανίας, μὲ 40 περιηγητὰς ἐκ Τσεχοσλοβακίας διὰ διήμερον ἐπίσκεψιν εἰς τὴν Ἡ.Α.Δ. Τὸ πλοῖον τὸ μεταφέρον τὸ «Τρανσυλβάνια» ἔκ ἐπισκέψεως διὰ τῆς Μεσογείου.: [1141, 78, 1353, 208]
- novel-paragraph: Ἐπέρασαν χρόνια πολλά. Ἔγινα πλούσιος, ἀλλὰ καὶ μόνος. Καὶ μιὰ νύχτα, ποὺ ἔβρεχε, ἦρθε ἕνα γράμμα ἀπὸ τὴν Πόλι.: [8, 1359, 256, 1417]
- tourism-title-b: ΕΙΣ ΤΗΝ ΑΛΕΞΑΝΔΡΕΙΑΝ: [1161, 59, 1333, 75]
- aiglon-paragraph: Ἡ Ἑλληνικὴ παροικία τῆς πόλεώς μας ἦτο χθὲς βράδυ εἰς τὸ «Αἰγκλόν» ἐκ κατάμεστον. Πρόκειται περὶ τῆς ἐμφανίσεως τοῦ ἐκλεκτοῦ Ἕλληνος καλλιτέχνου Σώτου Παναγοπούλου.: [1141, 534, 1353, 621]
- novel-paragraph: Μεταξὺ τῶν γυναικῶν ποὺ ἦταν ἐκεῖ, ἦταν καὶ μία πολὺ πλούσια, ὡς ἔκδοχον γνωστῆς, μὲ τὴν μητέρα της ἐγὼ κάποια φορὰ καὶ μιὰ καὶ γυναίκα ποὺ στὴν ἐποχὴ ἐκείνη, ἦταν ἡ ἀναμφισβήτητη βασίλισσα τῆς κοσμικῆς ζωῆς.: [8, 951, 256, 1038]
- engagement-line: ΑΛΕΞΑΝΔΡΑ ΣΤ. ΣΤΑΥΡΙΝΟΥ: [523, 123, 718, 138]
- market-line: 1971|73 — Καλύβια 21: [1522, 1721, 1647, 1734]
- radio-athens-header: [8, 463, 511, 476]
- complaints-body: [1141, 837, 1571, 1021]
- novel-paragraph: Ἐγὼ ἔγινα πλούσιος ἀργότερα, ὅταν ἄρχισα νὰ ταξιδεύω καὶ νὰ ἀναλαμβάνω τὰ ἀγαθὰ τῆς ζωῆς, ποὺ μπροστά μου περιπλέκονταν. Αὐτὸ ἦταν τὸ ὄνειρο ποὺ εἶχα γιὰ τὴ ζωή μου, καὶ τὸ πέτυχα.: [262, 741, 511, 814]
- cinema-line: ΑΜΙΡ. — Τηλ. 27693: [8, 77, 120, 89]
- memorial-paragraph: Τὰ τέκνα: Χρῆστος, Παναγιώτης καὶ Μαρίκα, Ἰσμήνη καὶ Βασιλεία Καραφώλα.: [522, 1427, 719, 1470]
- complaints-paragraph: Τὸ γραφεῖον ἐξέτασε τὰ παράπονα καὶ ἐφρόντισε ἡ ἄμεσος ἱκανοποίησις τῶν αἰτημάτων.: [1359, 944, 1571, 987]
- cinema-line: L' HOMME A FEMMES (Μπελ.: [8, 90, 158, 101]
- column-rule: [516, 35, 517, 2150]
- prometheus-title-a: Η ΤΡΙΛΟΓΙΑ ΤΟΥ ΠΡΟΜΗΘΕΩΣ: [1190, 1315, 1305, 1345]
- radio-program-line: 8.30 Ἑλαφρὰ μουσική: [8, 489, 127, 502]
- transplant-title-a: ΜΕΤΑΜΟΣΧΕΥΣΙΣ: [1403, 40, 1527, 55]
- radio-program-line: 16.50 Ὀρχήστρα: [8, 400, 96, 413]
- column-society: [522, 35, 719, 2150]
- novel-paragraphs-right: [262, 681, 511, 1298]
- wedding-item: Ἀλέξανδρος Ν. Τζίνη ἐκ Γρεβενίου καὶ Ἑλισάβετ Σταύρου Κυριακή ἐκ Λήμνου, ἀμφότεροι εἰς Λαν—: [522, 627, 719, 684]
- masthead: [6, 0, 1571, 33]
- column-entertainment: [8, 35, 511, 2150]
- memorial-2-family: [522, 1351, 719, 1564]
- memorial-paragraph: Μεθαύριον Κυριακὴν 17ην Νοεμβρίου 1963 καὶ ὥραν 10.30 τελεσθήσεται εἰς τὸν Ἱερὸν Ναὸν τῶν Ταξιαρχῶν (Ἰμπραήμια) 40ήμερον μνημόσυνον ὑπὲρ ἀναπαύσεως τῆς ψυχῆς τοῦ προσφιλοῦς ἡμῶν συζύγου, πατρὸς καὶ συγγενοῦς: [522, 910, 719, 1025]
- main-headline-line: ΔΙΕΝΕΡΓΕΙΑΣ ΤΩΝ ΕΚΛΟΓΩΝ: [1142, 293, 1570, 327]
